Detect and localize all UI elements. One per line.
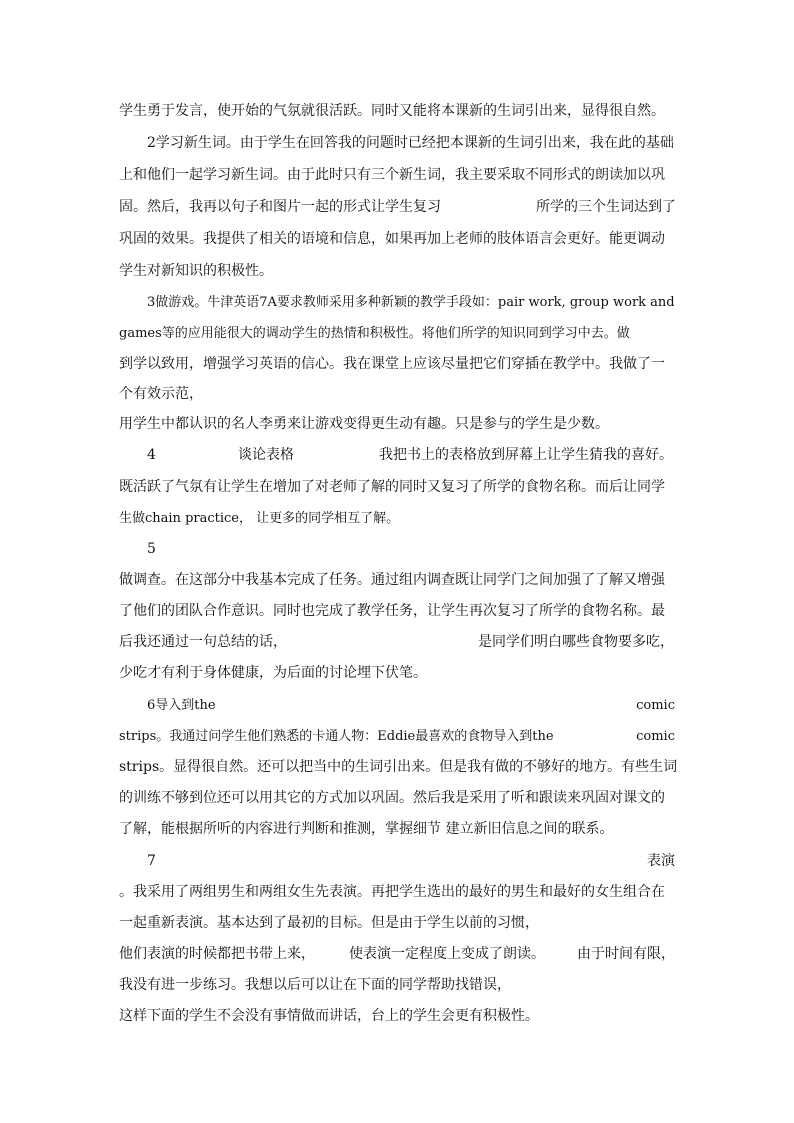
text-line: strips。显得很自然。还可以把当中的生词引出来。但是我有做的不够好的地方。有些生词 xyxy=(119,759,678,775)
text-segment: 谈论表格 xyxy=(238,447,294,463)
text-line xyxy=(119,192,675,223)
text-segment: comic xyxy=(636,698,675,713)
text-line: 这样下面的学生不会没有事情做而讲话，台上的学生会更有积极性。 xyxy=(119,1008,539,1024)
text-segment: 后我还通过一句总结的话， xyxy=(119,634,287,650)
text-line: 用学生中都认识的名人李勇来让游戏变得更生动有趣。只是参与的学生是少数。 xyxy=(119,416,609,432)
text-segment: 6导入到the xyxy=(147,698,216,713)
text-line: 我没有进一步练习。我想以后可以让在下面的同学帮助找错误， xyxy=(119,977,511,993)
text-line: 了解，能根据所听的内容进行判断和推测，掌握细节 建立新旧信息之间的联系。 xyxy=(119,821,614,837)
text-line xyxy=(147,440,675,471)
text-line: 上和他们一起学习新生词。由于此时只有三个新生词，我主要采取不同形式的朗读加以巩 xyxy=(119,167,665,183)
text-line: 学生勇于发言，使开始的气氛就很活跃。同时又能将本课新的生词引出来，显得很自然。 xyxy=(119,103,665,119)
text-segment: strips。我通过问学生他们熟悉的卡通人物：Eddie最喜欢的食物导入到the xyxy=(119,729,554,744)
text-segment: 使表演一定程度上变成了朗读。 xyxy=(349,946,545,962)
text-line: 。我采用了两组男生和两组女生先表演。再把学生选出的最好的男生和最好的女生组合在 xyxy=(119,884,665,900)
text-line: 个有效示范， xyxy=(119,386,203,402)
text-line: 2学习新生词。由于学生在回答我的问题时已经把本课新的生词引出来，我在此的基础 xyxy=(147,135,674,151)
text-line: 学生对新知识的积极性。 xyxy=(119,263,273,279)
text-segment: 由于时间有限， xyxy=(577,946,675,962)
text-segment: 他们表演的时候都把书带上来， xyxy=(119,946,315,962)
text-line: 一起重新表演。基本达到了最初的目标。但是由于学生以前的习惯， xyxy=(119,915,539,931)
text-line: 既活跃了气氛有让学生在增加了对老师了解的同时又复习了所学的食物名称。而后让同学 xyxy=(119,479,665,495)
text-line xyxy=(119,721,675,752)
text-line: 5 xyxy=(147,541,156,557)
text-line xyxy=(119,627,675,658)
text-line: 做调查。在这部分中我基本完成了任务。通过组内调查既让同学门之间加强了了解又增强 xyxy=(119,572,665,588)
text-line xyxy=(147,846,675,877)
text-line xyxy=(119,939,675,970)
text-line: 的训练不够到位还可以用其它的方式加以巩固。然后我是采用了听和跟读来巩固对课文的 xyxy=(119,790,665,806)
text-line: 到学以致用，增强学习英语的信心。我在课堂上应该尽量把它们穿插在教学中。我做了一 xyxy=(119,356,665,372)
text-segment: 表演 xyxy=(647,853,675,869)
text-segment: 7 xyxy=(147,853,156,869)
text-line: 3做游戏。牛津英语7A要求教师采用多种新颖的教学手段如：pair work, group work and xyxy=(147,295,675,310)
text-segment: 是同学们明白哪些食物要多吃， xyxy=(478,634,674,650)
text-line: 少吃才有利于身体健康，为后面的讨论埋下伏笔。 xyxy=(119,665,427,681)
text-segment: 4 xyxy=(147,447,156,463)
text-line: 巩固的效果。我提供了相关的语境和信息，如果再加上老师的肢体语言会更好。能更调动 xyxy=(119,231,665,247)
text-segment: 我把书上的表格放到屏幕上让学生猜我的喜好。 xyxy=(379,447,673,463)
text-line: games等的应用能很大的调动学生的热情和积极性。将他们所学的知识同到学习中去。做 xyxy=(119,326,630,341)
text-segment: 所学的三个生词达到了 xyxy=(536,199,676,215)
text-line: 了他们的团队合作意识。同时也完成了教学任务，让学生再次复习了所学的食物名称。最 xyxy=(119,603,665,619)
text-segment: comic xyxy=(636,729,675,744)
text-line xyxy=(147,690,675,721)
text-segment: 固。然后，我再以句子和图片一起的形式让学生复习 xyxy=(119,199,441,215)
text-line: 生做chain practice， 让更多的同学相互了解。 xyxy=(119,511,400,526)
